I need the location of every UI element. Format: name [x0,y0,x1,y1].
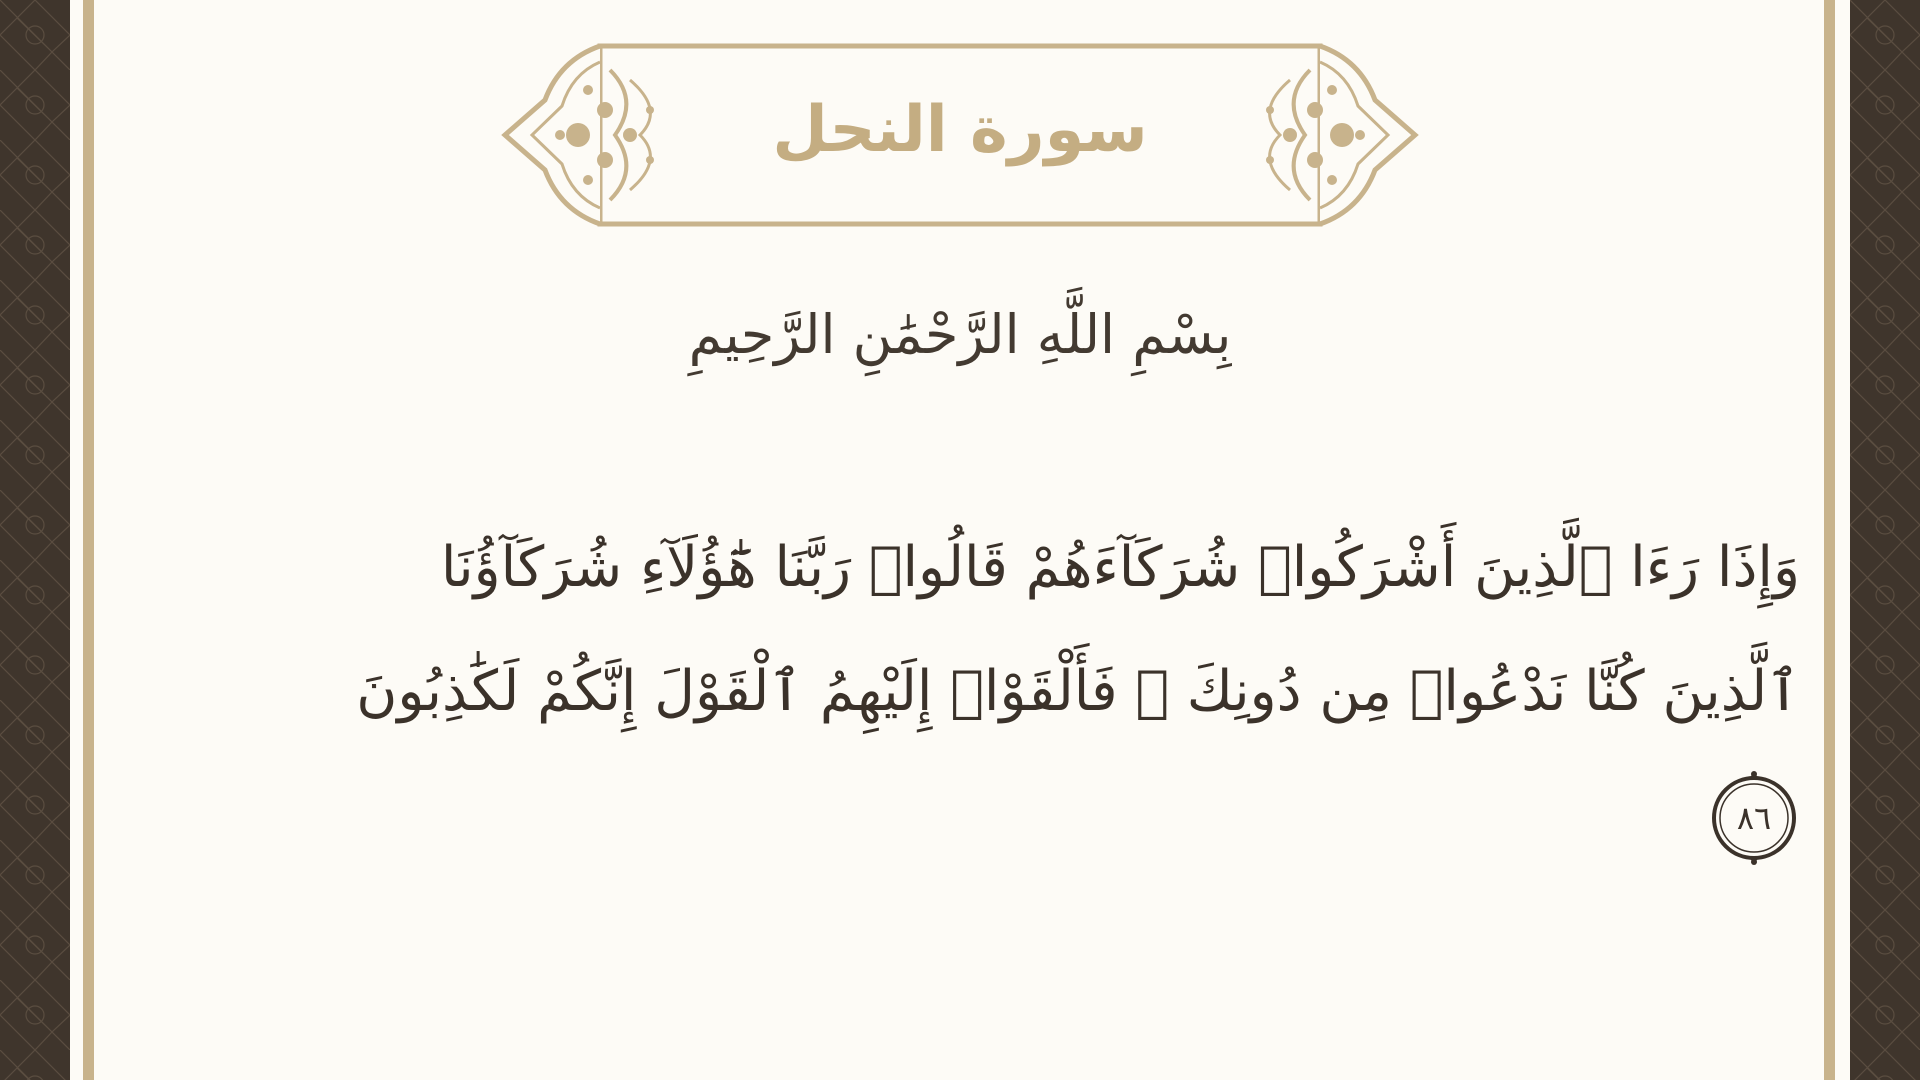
ayah-number-marker [1708,770,1800,866]
surah-title-banner [500,40,1420,230]
basmala: بِسْمِ اللَّهِ الرَّحْمَٰنِ الرَّحِيمِ [688,303,1232,366]
right-gold-rule [1824,0,1835,1080]
ayah-number: ٨٦ [1736,799,1772,837]
right-geometric-border [1850,0,1920,1080]
verse-line-1: وَإِذَا رَءَا ٱلَّذِينَ أَشْرَكُوا۟ شُرَكَآءَهُمْ قَالُوا۟ رَبَّنَا هَٰٓؤُلَآءِ شُرَكَآؤُنَا [440,535,1800,600]
left-gold-rule [83,0,94,1080]
verse-line-2: ٱلَّذِينَ كُنَّا نَدْعُوا۟ مِن دُونِكَ ۖ فَأَلْقَوْا۟ إِلَيْهِمُ ٱلْقَوْلَ إِنَّكُمْ لَكَٰذِبُونَ [356,659,1800,724]
left-geometric-border [0,0,70,1080]
verse-text [320,506,1800,754]
surah-title: سورة النحل [772,93,1148,167]
